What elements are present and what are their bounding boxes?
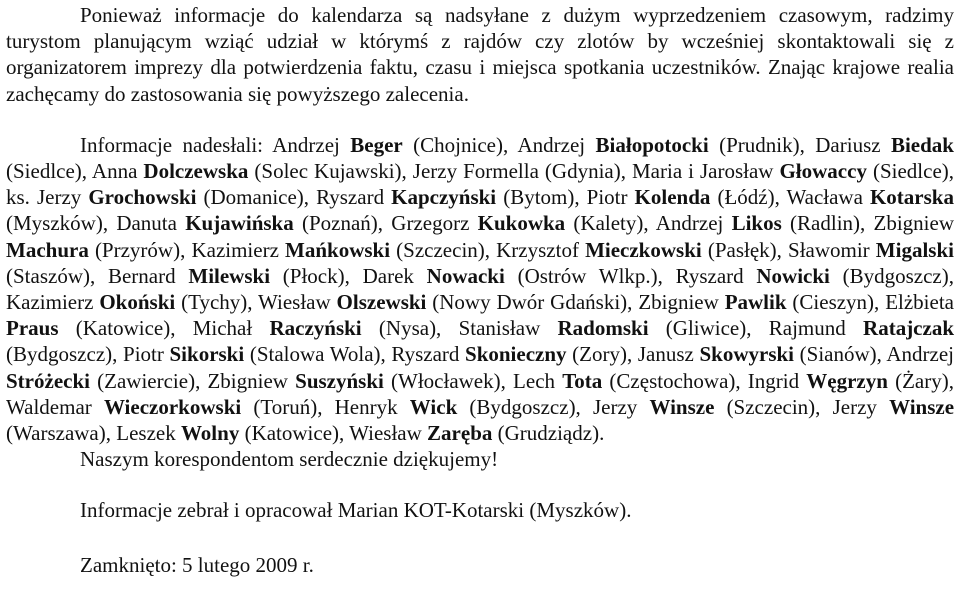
contributor-given-name: Darek — [362, 263, 427, 288]
contributor-given-name: Piotr — [586, 185, 635, 210]
contributor-location: (Myszków), — [6, 211, 117, 236]
contributor-given-name: Lech — [513, 368, 563, 393]
contributor-given-name: Zbigniew — [873, 211, 954, 236]
contributor-given-name: Henryk — [334, 394, 410, 419]
contributor-given-name: Ryszard — [675, 263, 757, 288]
contributor-location: (Bydgoszcz), — [6, 342, 124, 367]
contributor-surname: Kotarska — [869, 185, 954, 210]
contributor-surname: Radomski — [557, 316, 649, 341]
contributor-surname: Stróżecki — [6, 368, 90, 393]
contributor-given-name: Andrzej — [655, 211, 732, 236]
contributor-location: (Zory), — [566, 342, 638, 367]
contributor-location: (Cieszyn), — [786, 290, 886, 315]
contributor-location: (Częstochowa), — [602, 368, 748, 393]
contributor-location: (Poznań), — [293, 211, 392, 236]
contributor-location: (Szczecin), — [714, 394, 833, 419]
thanks-line: Naszym korespondentom serdecznie dziękujemy! — [80, 447, 499, 472]
contributor-surname: Okoński — [99, 290, 176, 315]
contributor-surname: Głowaccy — [779, 159, 867, 184]
contributor-given-name: Bernard — [107, 263, 189, 288]
contributor-location: (Kalety), — [565, 211, 656, 236]
contributor-given-name: Zbigniew — [638, 290, 725, 315]
contributor-surname: Nowacki — [426, 263, 505, 288]
contributor-given-name: Rajmund — [768, 316, 864, 341]
contributor-location: (Tychy), — [175, 290, 259, 315]
contributor-given-name: Wacława — [786, 185, 870, 210]
contributor-surname: Grochowski — [88, 185, 197, 210]
contributor-location: (Toruń), — [241, 394, 335, 419]
contributor-location: (Przyrów), — [88, 237, 192, 262]
contributor-location: (Bydgoszcz), — [457, 394, 593, 419]
contributor-surname: Białopotocki — [595, 132, 709, 157]
contributor-given-name: Jerzy — [36, 185, 89, 210]
contributor-location: (Katowice), — [239, 421, 350, 446]
contributor-given-name: Elżbieta — [885, 290, 954, 315]
contributor-location: (Nowy Dwór Gdański), — [426, 290, 639, 315]
contributor-location: (Domanice), — [196, 185, 317, 210]
contributor-given-name: Ryszard — [391, 342, 466, 367]
contributor-surname: Wieczorkowski — [103, 394, 242, 419]
contributor-given-name: Wiesław — [258, 290, 337, 315]
contributor-location: (Bytom), — [496, 185, 587, 210]
contributor-location: (Gliwice), — [648, 316, 769, 341]
contributor-location: (Łódź), — [710, 185, 787, 210]
contributor-location: (Bydgoszcz), — [829, 263, 954, 288]
contributor-given-name: Dariusz — [815, 132, 891, 157]
contributors-paragraph — [6, 132, 954, 446]
contributor-given-name: Kazimierz — [6, 290, 100, 315]
contributor-surname: Mańkowski — [285, 237, 391, 262]
contributor-location: (Pasłęk), — [701, 237, 789, 262]
contributor-surname: Olszewski — [336, 290, 427, 315]
contributor-surname: Praus — [6, 316, 59, 341]
contributor-surname: Milewski — [188, 263, 271, 288]
contributor-surname: Nowicki — [756, 263, 830, 288]
contributor-surname: Sikorski — [169, 342, 245, 367]
contributor-given-name: Waldemar — [6, 394, 104, 419]
contributor-surname: Kolenda — [634, 185, 711, 210]
contributor-surname: Winsze — [889, 394, 955, 419]
contributor-location: (Grudziądz). — [492, 421, 605, 446]
contributor-surname: Raczyński — [269, 316, 362, 341]
contributor-surname: Zaręba — [427, 421, 493, 446]
contributor-location: (Staszów), — [6, 263, 108, 288]
contributor-location: (Ostrów Wlkp.), — [504, 263, 676, 288]
contributor-given-name: Andrzej — [886, 342, 954, 367]
contributor-location: (Płock), — [270, 263, 363, 288]
contributor-surname: Winsze — [649, 394, 715, 419]
contributor-location: (Siedlce), — [6, 159, 92, 184]
compiled-by-line: Informacje zebrał i opracował Marian KOT-Kotarski (Myszków). — [80, 498, 632, 523]
contributor-surname: Skonieczny — [465, 342, 567, 367]
contributor-given-name: Jerzy — [592, 394, 650, 419]
contributor-location: (Radlin), — [781, 211, 874, 236]
contributor-location: (Chojnice), — [402, 132, 518, 157]
contributor-given-name: Andrzej — [517, 132, 596, 157]
contributor-surname: Machura — [6, 237, 89, 262]
contributor-surname: Tota — [562, 368, 603, 393]
contributor-given-name: Leszek — [116, 421, 181, 446]
contributor-location: (Żary), — [887, 368, 954, 393]
contributor-given-name: Ingrid — [747, 368, 807, 393]
contributor-given-name: Michał — [192, 316, 270, 341]
spacer — [6, 524, 954, 552]
contributor-given-name: Grzegorz — [391, 211, 478, 236]
contributor-surname: Wolny — [180, 421, 240, 446]
contributor-surname: Biedak — [890, 132, 954, 157]
contributor-given-name: Janusz — [637, 342, 700, 367]
contributor-surname: Wick — [409, 394, 458, 419]
contributor-given-name: Sławomir — [788, 237, 876, 262]
contributor-surname: Węgrzyn — [806, 368, 888, 393]
contributor-location: (Prudnik), — [708, 132, 816, 157]
contributor-given-name: Zbigniew — [207, 368, 296, 393]
contributor-surname: Dolczewska — [143, 159, 249, 184]
contributor-location: (Siedlce), ks. — [6, 159, 955, 210]
contributor-location: (Warszawa), — [6, 421, 117, 446]
contributor-surname: Beger — [350, 132, 403, 157]
contributor-location: (Włocławek), — [383, 368, 514, 393]
contributor-given-name: Kazimierz — [191, 237, 286, 262]
contributor-given-name: Piotr — [123, 342, 170, 367]
closed-date-line: Zamknięto: 5 lutego 2009 r. — [80, 552, 314, 577]
contributor-given-name: Ryszard — [316, 185, 392, 210]
contributor-surname: Likos — [731, 211, 782, 236]
spacer — [6, 472, 954, 497]
contributor-given-name: Jerzy — [832, 394, 890, 419]
contributor-surname: Kapczyński — [391, 185, 497, 210]
intro-paragraph: Ponieważ informacje do kalendarza są nadsyłane z dużym wyprzedzeniem czasowym, radzimy turystom planującym wziąć udział w którymś z rajdów czy zlotów by wcześniej skontaktowali się z organizatorem imprezy dla potwierdzenia faktu, czasu i miejsca spotkania uczestników. Znając krajowe realia zachęcamy do zastosowania się powyższego zalecenia. — [6, 3, 954, 106]
contributors-intro: Informacje nadesłali: — [80, 132, 273, 157]
contributor-surname: Skowyrski — [699, 342, 795, 367]
contributor-location: (Katowice), — [58, 316, 193, 341]
contributor-surname: Mieczkowski — [585, 237, 702, 262]
contributor-location: (Sianów), — [794, 342, 887, 367]
contributor-location: (Stalowa Wola), — [244, 342, 392, 367]
document-body — [6, 0, 954, 578]
contributor-surname: Ratajczak — [863, 316, 955, 341]
contributor-given-name: Krzysztof — [496, 237, 586, 262]
contributor-given-name: Stanisław — [458, 316, 558, 341]
contributor-surname: Suszyński — [295, 368, 384, 393]
contributor-given-name: Danuta — [116, 211, 186, 236]
contributor-surname: Kujawińska — [185, 211, 294, 236]
contributor-surname: Migalski — [875, 237, 954, 262]
contributor-location: (Nysa), — [361, 316, 459, 341]
contributor-location: (Zawiercie), — [89, 368, 208, 393]
contributor-location: (Szczecin), — [390, 237, 497, 262]
contributor-given-name: Anna — [91, 159, 144, 184]
contributors-list — [6, 133, 954, 445]
contributor-surname: Pawlik — [724, 290, 787, 315]
contributor-surname: Kukowka — [477, 211, 566, 236]
contributor-given-name: Andrzej — [272, 132, 351, 157]
contributor-given-name: Jerzy Formella (Gdynia), Maria i Jarosław — [412, 159, 780, 184]
contributor-location: (Solec Kujawski), — [248, 159, 413, 184]
contributor-given-name: Wiesław — [349, 421, 428, 446]
